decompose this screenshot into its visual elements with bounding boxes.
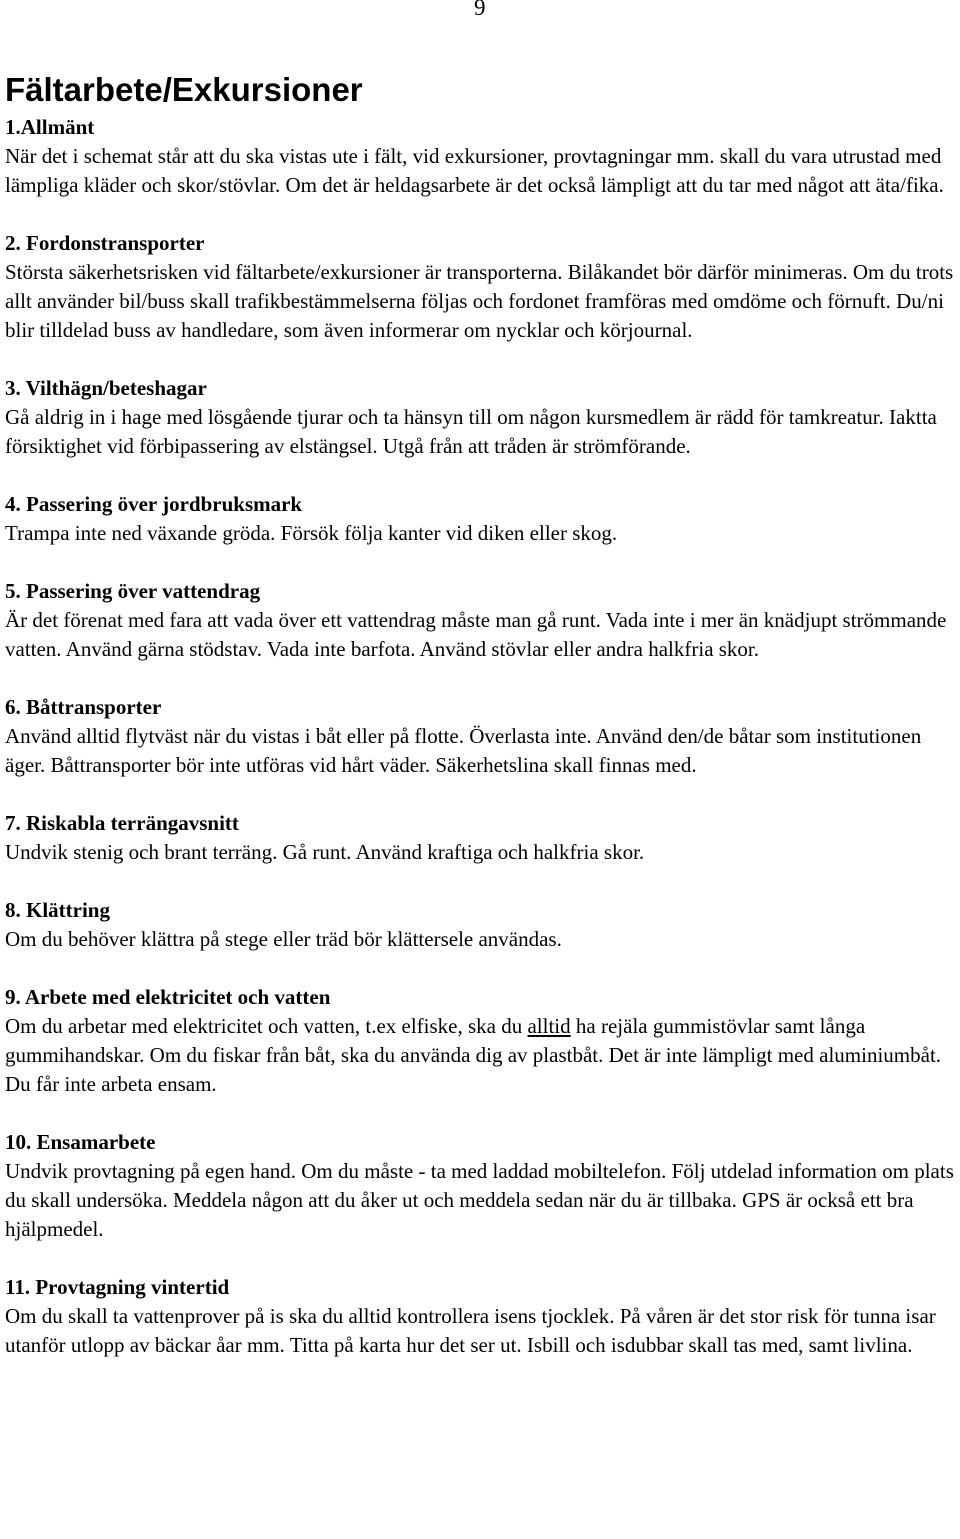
section-body: Är det förenat med fara att vada över ett vattendrag måste man gå runt. Vada inte i mer än knädjupt strömmande vatten. Använd gärna stödstav. Vada inte barfota. Använd stövlar eller andra halkfria skor. [5,608,947,661]
section-battransporter [5,693,957,780]
section-heading: 10. Ensamarbete [5,1130,156,1154]
page-title: Fältarbete/Exkursioner [5,71,363,108]
section-heading: 3. Vilthägn/beteshagar [5,376,207,400]
section-fordonstransporter [5,229,957,345]
section-body: Använd alltid flytväst när du vistas i båt eller på flotte. Överlasta inte. Använd den/de båtar som institutionen äger. Båttransporter bör inte utföras vid hårt väder. Säkerhetslina skall finnas med. [5,724,922,777]
section-heading: 7. Riskabla terrängavsnitt [5,811,239,835]
section-terrangavsnitt [5,809,957,867]
section-elektricitet [5,983,957,1099]
section-heading: 6. Båttransporter [5,695,162,719]
section-body: Gå aldrig in i hage med lösgående tjurar och ta hänsyn till om någon kursmedlem är rädd för tamkreatur. Iaktta försiktighet vid förbipassering av elstängsel. Utgå från att tråden är strömförande. [5,405,937,458]
underlined-emphasis: alltid [527,1014,571,1038]
section-allmant [5,113,957,200]
section-body: Undvik stenig och brant terräng. Gå runt. Använd kraftiga och halkfria skor. [5,840,645,864]
section-heading: 4. Passering över jordbruksmark [5,492,303,516]
section-klattring [5,896,957,954]
section-body: Undvik provtagning på egen hand. Om du måste - ta med laddad mobiltelefon. Följ utdelad information om plats du skall undersöka. Meddela någon att du åker ut och meddela sedan när du är tillbaka. GPS är också ett bra hjälpmedel. [5,1159,954,1241]
section-body [5,1012,957,1099]
section-body: Om du skall ta vattenprover på is ska du alltid kontrollera isens tjocklek. På våren är det stor risk för tunna isar utanför utlopp av bäckar åar mm. Titta på karta hur det ser ut. Isbill och isdubbar skall tas med, samt livlina. [5,1304,936,1357]
section-vintertid [5,1273,957,1360]
section-heading: 1.Allmänt [5,115,95,139]
section-heading: 2. Fordonstransporter [5,231,205,255]
section-heading: 5. Passering över vattendrag [5,579,261,603]
document-body [5,113,957,1389]
section-heading: 9. Arbete med elektricitet och vatten [5,985,331,1009]
body-text: Om du arbetar med elektricitet och vatten, t.ex elfiske, ska du [5,1014,528,1038]
section-body: Största säkerhetsrisken vid fältarbete/exkursioner är transporterna. Bilåkandet bör därför minimeras. Om du trots allt använder bil/buss skall trafikbestämmelserna följas och fordonet framföras med omdöme och förnuft. Du/ni blir tilldelad buss av handledare, som även informerar om nycklar och körjournal. [5,260,954,342]
section-ensamarbete [5,1128,957,1244]
section-heading: 11. Provtagning vintertid [5,1275,230,1299]
body-text: ha rejäla gummistövlar samt långa gummihandskar. Om du fiskar från båt, ska du använda dig av plastbåt. Det är inte lämpligt med aluminiumbåt. Du får inte arbeta ensam. [5,1014,942,1096]
section-heading: 8. Klättring [5,898,110,922]
page-number: 9 [474,0,486,20]
section-jordbruksmark [5,490,957,548]
section-body: Trampa inte ned växande gröda. Försök följa kanter vid diken eller skog. [5,521,618,545]
section-body: Om du behöver klättra på stege eller träd bör klättersele användas. [5,927,562,951]
section-vattendrag [5,577,957,664]
section-vilthagn [5,374,957,461]
section-body: När det i schemat står att du ska vistas ute i fält, vid exkursioner, provtagningar mm. skall du vara utrustad med lämpliga kläder och skor/stövlar. Om det är heldagsarbete är det också lämpligt att du tar med något att äta/fika. [5,144,944,197]
